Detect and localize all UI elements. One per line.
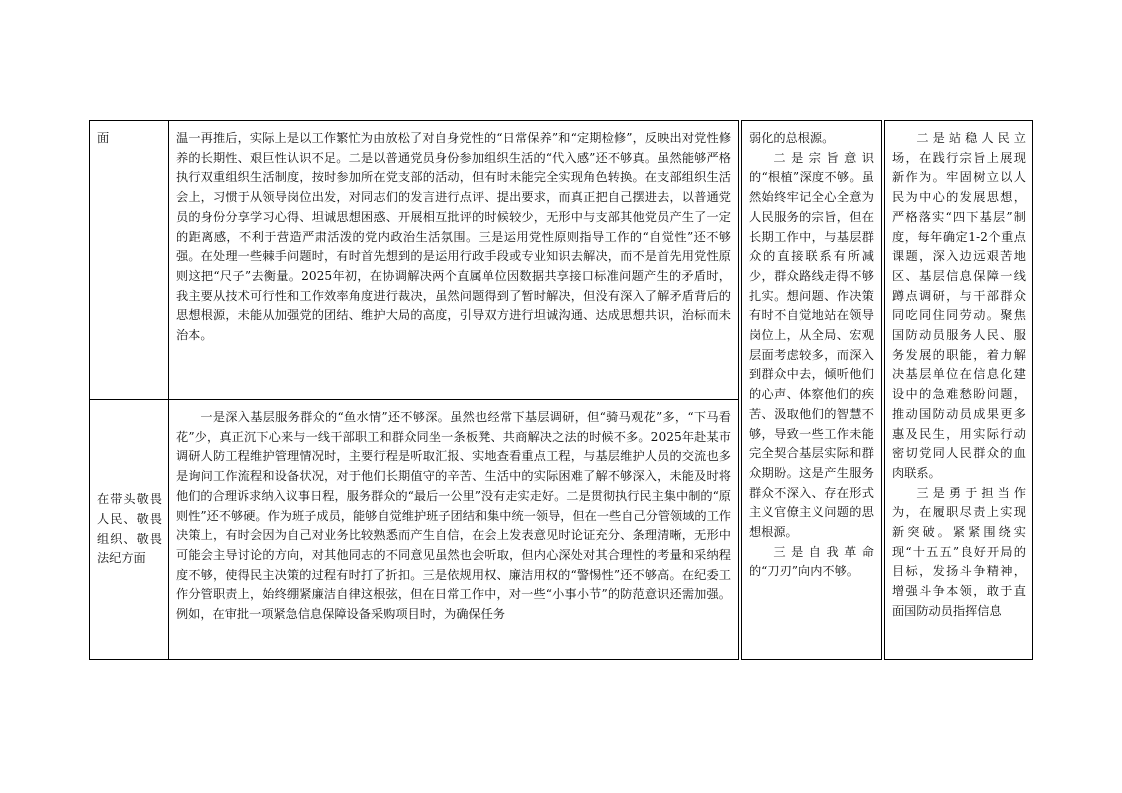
root-cause-cell xyxy=(741,120,882,660)
root-cause-p1: 弱化的总根源。 xyxy=(749,131,835,145)
row1-label-cell xyxy=(89,120,169,400)
row2-content: 一是深入基层服务群众的“鱼水情”还不够深。虽然也经常下基层调研，但“骑马观花”多，“下马看花”少，真正沉下心来与一线干部职工和群众同坐一条板凳、共商解决之法的时候不多。2025年赴某市调研人防工程维护管理情况时，主要行程是听取汇报、实地查看重点工程，与基层维护人员的交流也多是询问工作流程和设备状况，对于他们长期值守的辛苦、生活中的实际困难了解不够深入，未能及时将他们的合理诉求纳入议事日程，服务群众的“最后一公里”没有走实走好。二是贯彻执行民主集中制的“原则性”还不够硬。作为班子成员，能够自觉维护班子团结和集中统一领导，但在一些自己分管领域的工作决策上，有时会因为自己对业务比较熟悉而产生自信，在会上发表意见时论证充分、条理清晰，无形中可能会主导讨论的方向，对其他同志的不同意见虽然也会听取，但内心深处对其合理性的考量和采纳程度不够，使得民主决策的过程有时打了折扣。三是依规用权、廉洁用权的“警惕性”还不够高。在纪委工作分管职责上，始终绷紧廉洁自律这根弦，但在日常工作中，对一些“小事小节”的防范意识还需加强。例如，在审批一项紧急信息保障设备采购项目时，为确保任务 xyxy=(176,410,731,622)
root-cause-p2: 二是宗旨意识的“根植”深度不够。虽然始终牢记全心全意为人民服务的宗旨，但在长期工作中，与基层群众的直接联系有所减少，群众路线走得不够扎实。想问题、作决策有时不自觉地站在领导岗位上，从全局、宏观层面考虑较多，而深入到群众中去，倾听他们的心声、体察他们的疾苦、汲取他们的智慧不够，导致一些工作未能完全契合基层实际和群众期盼。这是产生服务群众不深入、存在形式主义官僚主义问题的思想根源。 xyxy=(749,150,874,540)
review-table xyxy=(89,120,1033,660)
row2-label-cell xyxy=(89,399,169,660)
measures-p2: 三是勇于担当作为，在履职尽责上实现新突破。紧紧围绕实现“十五五”良好开局的目标，发扬斗争精神，增强斗争本领，敢于直面国防动员指挥信息 xyxy=(892,485,1026,618)
measures-p1: 二是站稳人民立场，在践行宗旨上展现新作为。牢固树立以人民为中心的发展思想，严格落实“四下基层”制度，每年确定1-2个重点课题，深入边远艰苦地区、基层信息保障一线蹲点调研，与干部群众同吃同住同劳动。聚焦国防动员服务人民、服务发展的职能，着力解决基层单位在信息化建设中的急难愁盼问题，推动国防动员成果更多惠及民生，用实际行动密切党同人民群众的血肉联系。 xyxy=(892,131,1026,480)
row1-content-cell xyxy=(168,120,739,400)
root-cause-p3: 三是自我革命的“刀刃”向内不够。 xyxy=(749,544,874,579)
row1-content: 温一再推后，实际上是以工作繁忙为由放松了对自身党性的“日常保养”和“定期检修”，反映出对党性修养的长期性、艰巨性认识不足。二是以普通党员身份参加组织生活的“代入感”还不够真。虽然能够严格执行双重组织生活制度，按时参加所在党支部的活动，但有时未能完全实现角色转换。在支部组织生活会上，习惯于从领导岗位出发，对同志们的发言进行点评、提出要求，而真正把自己摆进去，以普通党员的身份分享学习心得、坦诚思想困惑、开展相互批评的时候较少，无形中与支部其他党员产生了一定的距离感，不利于营造严肃活泼的党内政治生活氛围。三是运用党性原则指导工作的“自觉性”还不够强。在处理一些棘手问题时，有时首先想到的是运用行政手段或专业知识去解决，而不是首先用党性原则这把“尺子”去衡量。2025年初，在协调解决两个直属单位因数据共享接口标准问题产生的矛盾时，我主要从技术可行性和工作效率角度进行裁决，虽然问题得到了暂时解决，但没有深入了解矛盾背后的思想根源，未能从加强党的团结、维护大局的高度，引导双方进行坦诚沟通、达成思想共识，治标而未治本。 xyxy=(176,131,731,343)
measures-cell xyxy=(884,120,1033,660)
row2-label: 在带头敬畏人民、敬畏组织、敬畏法纪方面 xyxy=(97,492,162,566)
row2-content-cell xyxy=(168,399,739,660)
row1-label: 面 xyxy=(97,131,110,145)
